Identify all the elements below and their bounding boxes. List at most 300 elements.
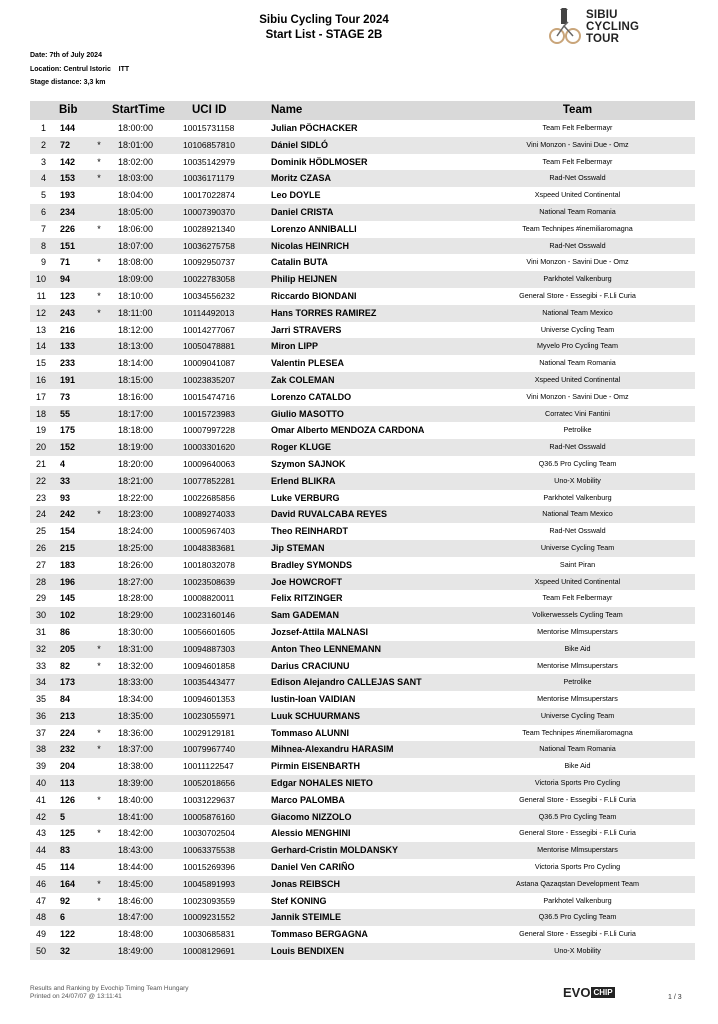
- cell-bib: 242: [60, 509, 76, 520]
- cell-rider-name: Szymon SAJNOK: [271, 458, 346, 469]
- cell-position: 10: [35, 274, 46, 285]
- cell-start-time: 18:24:00: [118, 526, 154, 537]
- cell-bib: 55: [60, 408, 71, 419]
- cell-rider-name: Dániel SIDLÓ: [271, 139, 329, 150]
- cell-start-time: 18:04:00: [118, 190, 154, 201]
- cell-start-time: 18:49:00: [118, 946, 154, 957]
- cell-bib: 216: [60, 324, 76, 335]
- cell-rider-name: Miron LIPP: [271, 341, 318, 352]
- cell-team: Team Felt Felbermayr: [542, 156, 613, 166]
- cell-team: Rad-Net Osswald: [549, 173, 606, 183]
- cell-rider-name: Daniel CRISTA: [271, 206, 334, 217]
- cell-bib: 32: [60, 946, 71, 957]
- cell-start-time: 18:48:00: [118, 929, 154, 940]
- table-row: [30, 473, 695, 490]
- cell-start-time: 18:32:00: [118, 660, 154, 671]
- cell-team: Mentorise Mlmsuperstars: [537, 694, 618, 704]
- cell-rider-name: Lorenzo ANNIBALLI: [271, 223, 357, 234]
- cell-start-time: 18:44:00: [118, 862, 154, 873]
- cell-uci-id: 10030702504: [183, 828, 236, 839]
- table-row: [30, 943, 695, 960]
- stage-date: Date: 7th of July 2024: [30, 52, 102, 59]
- cell-bib: 153: [60, 173, 76, 184]
- evochip-logo: [563, 985, 615, 1000]
- cell-position: 34: [35, 677, 46, 688]
- cell-rider-name: Valentin PLESEA: [271, 358, 345, 369]
- cell-bib: 4: [60, 458, 66, 469]
- cell-start-time: 18:27:00: [118, 576, 154, 587]
- cell-rider-name: Erlend BLIKRA: [271, 475, 336, 486]
- cell-position: 37: [35, 727, 46, 738]
- cell-rider-name: Luuk SCHUURMANS: [271, 710, 360, 721]
- cell-position: 43: [35, 828, 46, 839]
- table-row: [30, 456, 695, 473]
- cell-uci-id: 10092950737: [183, 257, 236, 268]
- cell-marker: *: [97, 257, 101, 268]
- table-row: [30, 187, 695, 204]
- cell-uci-id: 10036275758: [183, 240, 236, 251]
- cell-start-time: 18:35:00: [118, 710, 154, 721]
- cell-bib: 123: [60, 290, 76, 301]
- cell-rider-name: Theo REINHARDT: [271, 526, 348, 537]
- table-row: [30, 305, 695, 322]
- cell-rider-name: Leo DOYLE: [271, 190, 321, 201]
- table-row: [30, 590, 695, 607]
- cell-uci-id: 10007390370: [183, 206, 236, 217]
- cell-bib: 92: [60, 895, 71, 906]
- cell-position: 19: [35, 425, 46, 436]
- cell-position: 28: [35, 576, 46, 587]
- cell-start-time: 18:08:00: [118, 257, 154, 268]
- cell-bib: 133: [60, 341, 76, 352]
- table-row: [30, 792, 695, 809]
- cell-bib: 113: [60, 778, 75, 789]
- cell-rider-name: Gerhard-Cristin MOLDANSKY: [271, 845, 399, 856]
- cell-bib: 126: [60, 794, 76, 805]
- table-row: [30, 574, 695, 591]
- sibiu-cycling-tour-logo: [548, 6, 648, 50]
- footer-printed: Printed on 24/07/07 @ 13:11:41: [30, 993, 122, 1000]
- cell-position: 17: [35, 391, 46, 402]
- cell-uci-id: 10022783058: [183, 274, 236, 285]
- cell-start-time: 18:39:00: [118, 778, 154, 789]
- cell-start-time: 18:36:00: [118, 727, 154, 738]
- cell-position: 3: [40, 156, 46, 167]
- cell-team: Bike Aid: [564, 761, 591, 771]
- cell-bib: 5: [60, 811, 66, 822]
- table-row: [30, 523, 695, 540]
- cell-position: 31: [35, 626, 46, 637]
- table-row: [30, 355, 695, 372]
- cell-bib: 122: [60, 929, 76, 940]
- cell-marker: *: [97, 156, 101, 167]
- cell-position: 32: [35, 643, 46, 654]
- cell-team: Vini Monzon - Savini Due - Omz: [526, 257, 629, 267]
- cell-uci-id: 10023093559: [183, 895, 236, 906]
- table-row: [30, 389, 695, 406]
- cell-start-time: 18:14:00: [118, 358, 154, 369]
- cell-rider-name: Omar Alberto MENDOZA CARDONA: [271, 425, 425, 436]
- table-row: [30, 893, 695, 910]
- cell-uci-id: 10063375538: [183, 845, 236, 856]
- cell-rider-name: Philip HEIJNEN: [271, 274, 338, 285]
- cell-start-time: 18:06:00: [118, 223, 154, 234]
- cell-position: 46: [35, 878, 46, 889]
- table-row: [30, 607, 695, 624]
- cell-start-time: 18:19:00: [118, 442, 154, 453]
- cell-start-time: 18:10:00: [118, 290, 154, 301]
- cell-bib: 142: [60, 156, 76, 167]
- cell-team: Xspeed United Continental: [534, 374, 621, 384]
- cell-marker: *: [97, 223, 101, 234]
- table-row: [30, 909, 695, 926]
- cell-team: Mentorise Mlmsuperstars: [537, 660, 618, 670]
- cell-bib: 193: [60, 190, 76, 201]
- table-row: [30, 691, 695, 708]
- cell-rider-name: Julian PÖCHACKER: [271, 123, 358, 133]
- cell-position: 8: [40, 240, 46, 251]
- cell-start-time: 18:38:00: [118, 761, 154, 772]
- cell-start-time: 18:29:00: [118, 610, 154, 621]
- cell-uci-id: 10106857810: [183, 139, 236, 150]
- cell-bib: 205: [60, 643, 76, 654]
- table-row: [30, 372, 695, 389]
- cell-bib: 145: [60, 593, 76, 604]
- cell-uci-id: 10005967403: [183, 526, 236, 537]
- cell-uci-id: 10017022874: [183, 190, 236, 201]
- table-row: [30, 238, 695, 255]
- cell-team: General Store - Essegibi - F.Lli Curia: [519, 794, 636, 804]
- cell-rider-name: Alessio MENGHINI: [271, 828, 351, 839]
- cell-uci-id: 10014277067: [183, 324, 236, 335]
- cell-team: Petrolike: [563, 677, 592, 687]
- cell-team: Victoria Sports Pro Cycling: [534, 778, 621, 788]
- cell-start-time: 18:26:00: [118, 559, 154, 570]
- cell-bib: 204: [60, 761, 76, 772]
- cell-marker: *: [97, 828, 101, 839]
- table-row: [30, 406, 695, 423]
- cell-team: Parkhotel Valkenburg: [543, 492, 612, 502]
- cell-rider-name: Roger KLUGE: [271, 442, 332, 453]
- cell-rider-name: Daniel Ven CARIÑO: [271, 862, 355, 873]
- cell-rider-name: Zak COLEMAN: [271, 374, 335, 385]
- table-row: [30, 322, 695, 339]
- cell-rider-name: Jannik STEIMLE: [271, 912, 342, 923]
- cell-uci-id: 10114492013: [183, 307, 235, 318]
- cell-rider-name: Mihnea-Alexandru HARASIM: [271, 744, 394, 755]
- cell-marker: *: [97, 173, 101, 184]
- cell-uci-id: 10045891993: [183, 878, 236, 889]
- cell-marker: *: [97, 307, 101, 318]
- cell-bib: 151: [60, 240, 76, 251]
- table-row: [30, 288, 695, 305]
- cell-position: 18: [35, 408, 46, 419]
- stage-info: [30, 49, 129, 90]
- cell-uci-id: 10009640063: [183, 458, 236, 469]
- cell-rider-name: Giulio MASOTTO: [271, 408, 344, 419]
- table-row: [30, 439, 695, 456]
- cell-bib: 84: [60, 694, 71, 705]
- cell-rider-name: Edgar NOHALES NIETO: [271, 778, 373, 789]
- cell-bib: 152: [60, 442, 76, 453]
- cell-position: 33: [35, 660, 46, 671]
- cell-team: Rad-Net Osswald: [549, 442, 606, 452]
- cell-rider-name: Marco PALOMBA: [271, 794, 345, 805]
- cell-uci-id: 10015269396: [183, 862, 236, 873]
- cell-uci-id: 10018032078: [183, 559, 236, 570]
- cell-rider-name: Stef KONING: [271, 895, 327, 906]
- cell-position: 7: [40, 223, 46, 234]
- cell-team: Rad-Net Osswald: [549, 526, 606, 536]
- cell-team: Corratec Vini Fantini: [545, 408, 610, 418]
- cell-rider-name: Edison Alejandro CALLEJAS SANT: [271, 677, 422, 688]
- cell-position: 9: [40, 257, 46, 268]
- cell-start-time: 18:33:00: [118, 677, 154, 688]
- cell-rider-name: Riccardo BIONDANI: [271, 290, 357, 301]
- cell-position: 20: [35, 442, 46, 453]
- cell-team: Team Technipes #inemiliaromagna: [522, 223, 633, 233]
- cell-position: 24: [35, 509, 46, 520]
- cell-bib: 6: [60, 912, 66, 923]
- cell-marker: *: [97, 744, 101, 755]
- cell-start-time: 18:15:00: [118, 374, 154, 385]
- table-row: [30, 490, 695, 507]
- cell-team: Team Felt Felbermayr: [542, 593, 613, 603]
- cell-start-time: 18:43:00: [118, 845, 154, 856]
- table-row: [30, 926, 695, 943]
- cell-start-time: 18:25:00: [118, 542, 154, 553]
- cell-position: 42: [35, 811, 46, 822]
- cell-uci-id: 10035142979: [183, 156, 236, 167]
- cell-rider-name: Giacomo NIZZOLO: [271, 811, 352, 822]
- cell-rider-name: Luke VERBURG: [271, 492, 340, 503]
- cell-team: Victoria Sports Pro Cycling: [534, 862, 621, 872]
- cell-start-time: 18:20:00: [118, 458, 154, 469]
- cell-uci-id: 10009231552: [183, 912, 236, 923]
- cell-start-time: 18:13:00: [118, 341, 154, 352]
- table-row: [30, 641, 695, 658]
- cell-position: 12: [35, 307, 46, 318]
- cell-bib: 243: [60, 307, 76, 318]
- start-list-table: [30, 101, 695, 960]
- table-row: [30, 775, 695, 792]
- cell-team: Universe Cycling Team: [540, 710, 615, 720]
- cell-bib: 102: [60, 610, 76, 621]
- cell-position: 30: [35, 610, 46, 621]
- table-row: [30, 540, 695, 557]
- page-number: 1 / 3: [668, 994, 682, 1001]
- cell-bib: 94: [60, 274, 71, 285]
- cell-uci-id: 10077852281: [183, 475, 236, 486]
- cell-marker: *: [97, 643, 101, 654]
- column-header-name: Name: [271, 104, 303, 116]
- cell-marker: *: [97, 509, 101, 520]
- cell-team: Rad-Net Osswald: [549, 240, 606, 250]
- cell-position: 25: [35, 526, 46, 537]
- cell-team: National Team Mexico: [542, 509, 613, 519]
- cell-start-time: 18:11:00: [118, 307, 153, 318]
- cell-team: Mentorise Mlmsuperstars: [537, 845, 618, 855]
- cell-uci-id: 10036171179: [183, 173, 235, 184]
- cell-rider-name: David RUVALCABA REYES: [271, 509, 388, 520]
- table-row: [30, 221, 695, 238]
- cell-start-time: 18:21:00: [118, 475, 154, 486]
- cell-team: National Team Romania: [539, 206, 616, 216]
- cell-bib: 82: [60, 660, 71, 671]
- cell-team: General Store - Essegibi - F.Lli Curia: [519, 290, 636, 300]
- table-row: [30, 557, 695, 574]
- cell-bib: 86: [60, 626, 71, 637]
- cell-start-time: 18:17:00: [118, 408, 154, 419]
- table-row: [30, 842, 695, 859]
- cell-bib: 234: [60, 206, 76, 217]
- cell-uci-id: 10089274033: [183, 509, 236, 520]
- table-row: [30, 825, 695, 842]
- table-body: [30, 120, 695, 960]
- cell-team: Universe Cycling Team: [540, 542, 615, 552]
- table-row: [30, 725, 695, 742]
- table-row: [30, 120, 695, 137]
- table-header: [30, 101, 695, 120]
- cell-team: National Team Mexico: [542, 307, 613, 317]
- cell-rider-name: Louis BENDIXEN: [271, 946, 345, 957]
- cell-uci-id: 10034556232: [183, 290, 236, 301]
- cell-position: 40: [35, 778, 46, 789]
- cell-position: 27: [35, 559, 46, 570]
- cell-position: 26: [35, 542, 46, 553]
- cell-position: 5: [40, 190, 46, 201]
- table-row: [30, 154, 695, 171]
- cell-uci-id: 10003301620: [183, 442, 236, 453]
- cell-team: Uno-X Mobility: [554, 946, 601, 956]
- cell-start-time: 18:16:00: [118, 391, 154, 402]
- cell-rider-name: Hans TORRES RAMIREZ: [271, 307, 377, 318]
- cell-rider-name: Dominik HÖDLMOSER: [271, 156, 368, 167]
- cell-team: National Team Romania: [539, 744, 616, 754]
- cell-position: 39: [35, 761, 46, 772]
- cell-team: Xspeed United Continental: [534, 576, 621, 586]
- cell-team: Astana Qazaqstan Development Team: [516, 878, 639, 888]
- cell-uci-id: 10031229637: [183, 794, 236, 805]
- cell-position: 14: [35, 341, 46, 352]
- cell-team: Q36.5 Pro Cycling Team: [538, 811, 617, 821]
- cell-uci-id: 10030685831: [183, 929, 236, 940]
- cell-rider-name: Pirmin EISENBARTH: [271, 761, 361, 772]
- cell-marker: *: [97, 290, 101, 301]
- cell-start-time: 18:34:00: [118, 694, 154, 705]
- column-header-start-time: StartTime: [112, 104, 165, 116]
- table-row: [30, 170, 695, 187]
- cell-rider-name: Felix RITZINGER: [271, 593, 343, 604]
- table-row: [30, 271, 695, 288]
- cell-team: Xspeed United Continental: [534, 190, 621, 200]
- cell-team: Parkhotel Valkenburg: [543, 274, 612, 284]
- table-row: [30, 422, 695, 439]
- cell-team: Team Technipes #inemiliaromagna: [522, 727, 633, 737]
- column-header-team: Team: [562, 104, 593, 116]
- cell-uci-id: 10005876160: [183, 811, 236, 822]
- cell-rider-name: Anton Theo LENNEMANN: [271, 643, 381, 654]
- table-row: [30, 137, 695, 154]
- cell-start-time: 18:47:00: [118, 912, 154, 923]
- table-row: [30, 809, 695, 826]
- cell-bib: 83: [60, 845, 71, 856]
- cell-uci-id: 10028921340: [183, 223, 236, 234]
- cyclist-icon: [548, 8, 584, 48]
- cell-bib: 72: [60, 139, 71, 150]
- cell-uci-id: 10029129181: [183, 727, 236, 738]
- cell-uci-id: 10023508639: [183, 576, 236, 587]
- cell-team: Mentorise Mlmsuperstars: [537, 626, 618, 636]
- cell-bib: 71: [60, 257, 71, 268]
- cell-marker: *: [97, 878, 101, 889]
- cell-rider-name: Lorenzo CATALDO: [271, 391, 352, 402]
- cell-bib: 191: [60, 374, 76, 385]
- cell-uci-id: 10015723983: [183, 408, 236, 419]
- cell-position: 44: [35, 845, 46, 856]
- cell-start-time: 18:23:00: [118, 509, 154, 520]
- cell-team: Q36.5 Pro Cycling Team: [538, 458, 617, 468]
- cell-bib: 226: [60, 223, 76, 234]
- cell-uci-id: 10023835207: [183, 374, 236, 385]
- cell-team: Petrolike: [563, 425, 592, 435]
- stage-distance: Stage distance: 3,3 km: [30, 79, 106, 86]
- cell-team: Vini Monzon - Savini Due - Omz: [526, 139, 629, 149]
- cell-position: 45: [35, 862, 46, 873]
- cell-start-time: 18:40:00: [118, 794, 154, 805]
- cell-uci-id: 10015474716: [183, 391, 236, 402]
- cell-uci-id: 10056601605: [183, 626, 236, 637]
- cell-start-time: 18:37:00: [118, 744, 154, 755]
- cell-uci-id: 10023055971: [183, 710, 236, 721]
- cell-rider-name: Catalin BUTA: [271, 257, 328, 268]
- cell-rider-name: Tommaso BERGAGNA: [271, 929, 368, 940]
- cell-team: Volkerwessels Cycling Team: [532, 610, 623, 620]
- cell-position: 23: [35, 492, 46, 503]
- table-row: [30, 506, 695, 523]
- cell-bib: 224: [60, 727, 76, 738]
- cell-start-time: 18:02:00: [118, 156, 154, 167]
- cell-marker: *: [97, 660, 101, 671]
- cell-start-time: 18:12:00: [118, 324, 154, 335]
- cell-team: Saint Piran: [559, 559, 596, 569]
- cell-start-time: 18:18:00: [118, 425, 154, 436]
- cell-uci-id: 10008129691: [183, 946, 236, 957]
- cell-uci-id: 10009041087: [183, 358, 236, 369]
- cell-team: Parkhotel Valkenburg: [543, 895, 612, 905]
- cell-start-time: 18:41:00: [118, 811, 154, 822]
- cell-position: 15: [35, 358, 46, 369]
- cell-position: 13: [35, 324, 46, 335]
- cell-rider-name: Jip STEMAN: [271, 542, 325, 553]
- cell-uci-id: 10008820011: [183, 593, 235, 604]
- page-subtitle: Start List - STAGE 2B: [265, 29, 383, 41]
- cell-rider-name: Sam GADEMAN: [271, 610, 340, 621]
- cell-rider-name: Jozsef-Attila MALNASI: [271, 626, 369, 637]
- table-row: [30, 204, 695, 221]
- cell-start-time: 18:45:00: [118, 878, 154, 889]
- cell-bib: 114: [60, 862, 75, 873]
- cell-rider-name: Jonas REIBSCH: [271, 878, 341, 889]
- evochip-logo-evo: EVO: [563, 985, 591, 1000]
- logo-line-1: SIBIU: [586, 9, 618, 21]
- cell-team: General Store - Essegibi - F.Lli Curia: [519, 828, 636, 838]
- cell-rider-name: Joe HOWCROFT: [271, 576, 342, 587]
- logo-line-2: CYCLING: [586, 21, 640, 33]
- cell-position: 6: [40, 206, 46, 217]
- cell-start-time: 18:31:00: [118, 643, 154, 654]
- cell-position: 38: [35, 744, 46, 755]
